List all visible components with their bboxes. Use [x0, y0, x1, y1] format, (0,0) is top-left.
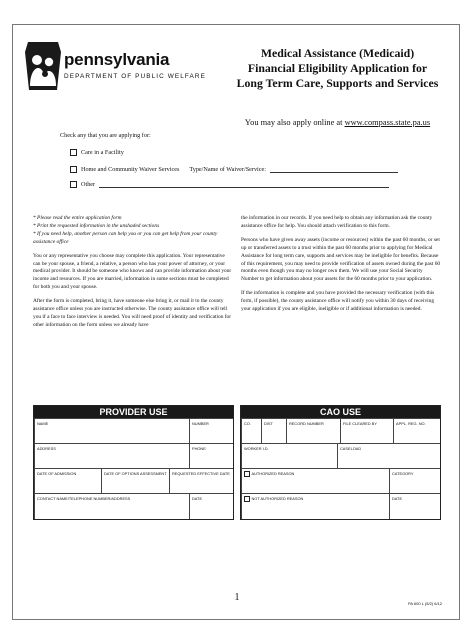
- caseload-field[interactable]: CASELOAD: [337, 443, 440, 468]
- provider-use-box: [33, 405, 234, 520]
- options-assessment-date-field[interactable]: DATE OF OPTIONS ASSESSMENT: [101, 468, 169, 493]
- instructions-paragraph: If the information is complete and you have provided the necessary verification (with this form, if possible), the county assistance office will notify you within 30 days of receiving your application if you are eligible, ineligible or if additional information is needed.: [241, 290, 435, 313]
- provider-name-field[interactable]: NAME: [34, 418, 189, 443]
- brand-name: pennsylvania: [64, 50, 170, 69]
- applying-for-heading: Check any that you are applying for:: [60, 132, 151, 139]
- title-line: Medical Assistance (Medicaid): [260, 46, 415, 60]
- note: * Please read the entire application form: [33, 215, 122, 221]
- record-number-field[interactable]: RECORD NUMBER: [286, 418, 340, 443]
- district-field[interactable]: DIST: [261, 418, 286, 443]
- other-field[interactable]: [99, 181, 389, 188]
- online-note: You may also apply online at www.compass.state.pa.us: [244, 118, 431, 127]
- page-number: 1: [234, 592, 240, 603]
- option-other[interactable]: Other: [70, 181, 389, 188]
- instructions-paragraph: Persons who have given away assets (income or resources) within the past 60 months, or set up or transferred assets to a trust within the past 60 months prior to applying for Medical Assistance for long term care, supports and services may be ineligible for benefits. Because of this requirement, you may need to provide verification of assets owned during the past 60 months even though you may no longer own them. We will use your Social Security Number to get information about your assets for the 60 months prior to your application.: [241, 236, 441, 283]
- title-line: Long Term Care, Supports and Services: [236, 76, 439, 90]
- file-cleared-by-field[interactable]: FILE CLEARED BY: [340, 418, 393, 443]
- not-authorized-checkbox[interactable]: [244, 496, 250, 502]
- instructions-paragraph: After the form is completed, bring it, have someone else bring it, or mail it to the county assistance office unless you are instructed otherwise. The county assistance office will tell you if a face to face interview is needed. You will need proof of identity and verification for other information on the form unless we already have: [33, 298, 232, 328]
- care-facility-checkbox[interactable]: [70, 149, 77, 156]
- form-title: [225, 46, 450, 91]
- note: * Print the requested information in the unshaded sections: [33, 222, 160, 229]
- note: * If you need help, another person can help you or you can get help from your county assistance office: [33, 230, 218, 245]
- contact-field[interactable]: CONTACT NAME/TELEPHONE NUMBER/ADDRESS: [34, 493, 189, 519]
- county-field[interactable]: CO.: [241, 418, 261, 443]
- cao-use-title: CAO USE: [241, 406, 440, 418]
- right-instructions: [241, 215, 441, 320]
- provider-phone-field[interactable]: PHONE: [189, 443, 233, 468]
- instructions-paragraph: the information in our records. If you need help to obtain any information ask the county assistance office for help. You should attach verification to this form.: [241, 215, 433, 229]
- authorized-reason-field[interactable]: AUTHORIZED REASON: [241, 468, 389, 493]
- category-field[interactable]: CATEGORY: [389, 468, 440, 493]
- option-waiver-services[interactable]: Home and Community Waiver Services Type/Name of Waiver/Service:: [70, 166, 398, 173]
- authorized-checkbox[interactable]: [244, 471, 250, 477]
- option-care-facility[interactable]: Care in a Facility: [70, 149, 124, 156]
- not-authorized-reason-field[interactable]: NOT AUTHORIZED REASON: [241, 493, 389, 519]
- admission-date-field[interactable]: DATE OF ADMISSION: [34, 468, 101, 493]
- department-name: DEPARTMENT OF PUBLIC WELFARE: [64, 73, 206, 80]
- left-instructions: [33, 215, 233, 336]
- form-code: PA 600 L (5/2) 6/12: [408, 601, 443, 606]
- appl-reg-no-field[interactable]: APPL. REG. NO.: [393, 418, 440, 443]
- provider-date-field[interactable]: DATE: [189, 493, 233, 519]
- cao-use-box: [240, 405, 441, 520]
- other-checkbox[interactable]: [70, 181, 77, 188]
- provider-address-field[interactable]: ADDRESS: [34, 443, 189, 468]
- requested-effective-date-field[interactable]: REQUESTED EFFECTIVE DATE: [169, 468, 233, 493]
- worker-id-field[interactable]: WORKER I.D.: [241, 443, 337, 468]
- waiver-type-field[interactable]: [270, 166, 398, 173]
- instructions-paragraph: You or any representative you choose may complete this application. Your representative can be your spouse, a friend, a relative, a person who has your power of attorney, or your medical provider. It should be someone who knows and can provide information about your income and resources. If you are married, information in some sections must be completed for both you and your spouse.: [33, 252, 232, 291]
- provider-number-field[interactable]: NUMBER: [189, 418, 233, 443]
- waiver-services-checkbox[interactable]: [70, 166, 77, 173]
- provider-use-title: PROVIDER USE: [34, 406, 233, 418]
- keystone-logo-icon: [24, 40, 62, 92]
- cao-date-field[interactable]: DATE: [389, 493, 440, 519]
- compass-link[interactable]: www.compass.state.pa.us: [344, 118, 431, 127]
- title-line: Financial Eligibility Application for: [247, 61, 428, 75]
